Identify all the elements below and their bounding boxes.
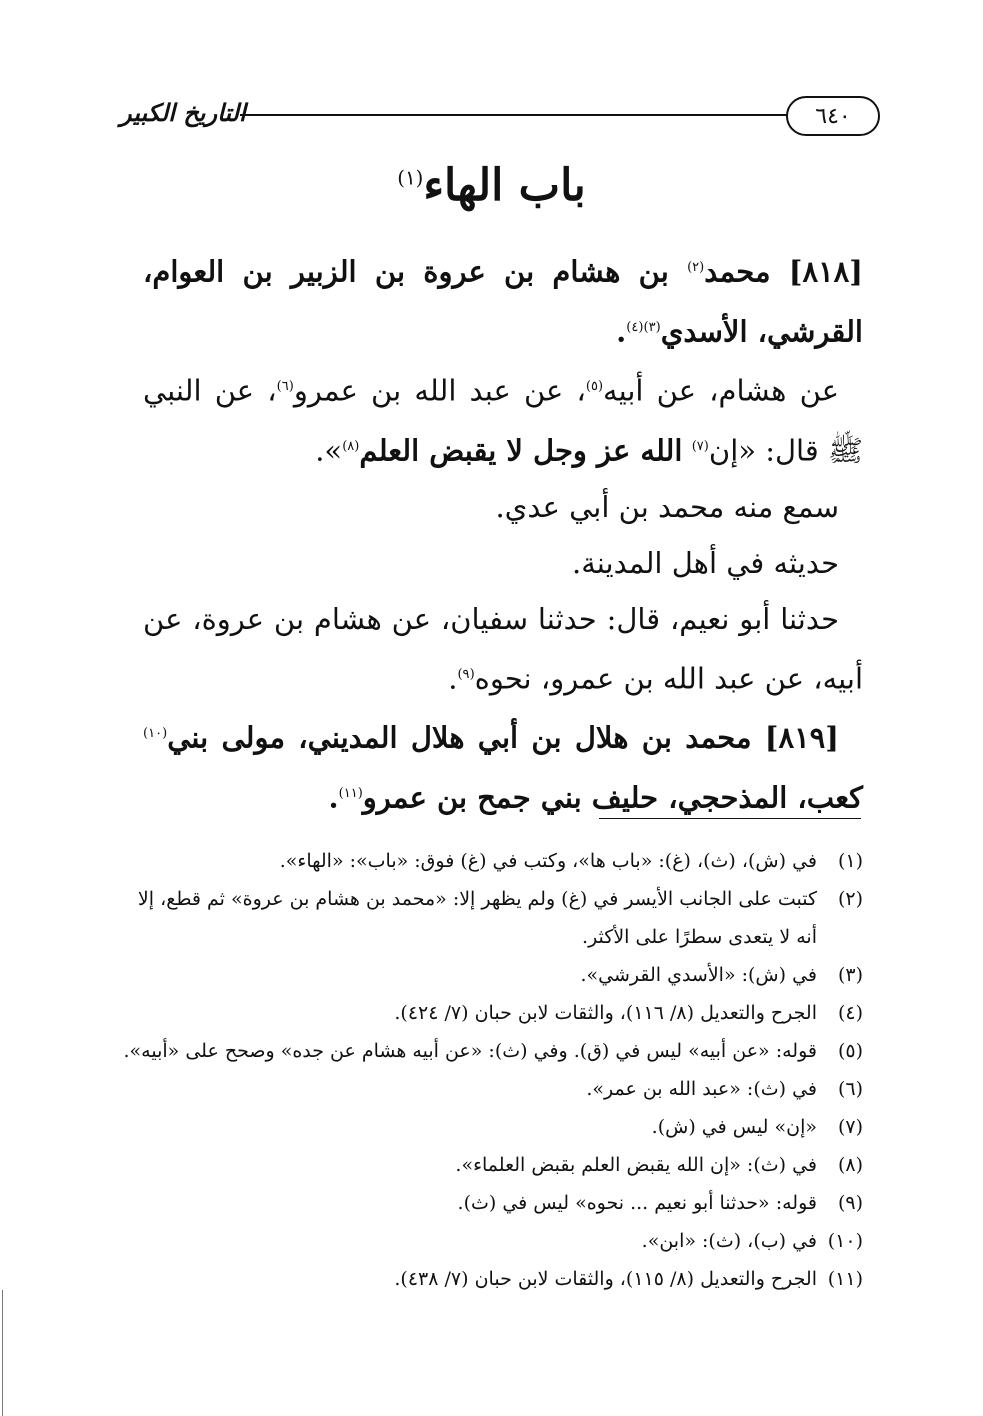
footnote-item: [123, 880, 863, 956]
text-run: ، عن النبي ﷺ قال: «إن: [143, 373, 863, 468]
footnote-ref: (٩): [457, 666, 475, 682]
footnote-ref: (١١): [338, 785, 363, 801]
footnote-item: [123, 1032, 863, 1070]
footnote-text: «إن» ليس في (ش).: [651, 1116, 817, 1138]
footnote-ref: (١): [397, 166, 424, 190]
footnote-separator: [599, 818, 861, 819]
footnote-number: (٤): [837, 1002, 863, 1024]
punctuation: ».: [315, 433, 343, 468]
footnote-item: [123, 1108, 863, 1146]
footnote-item: [123, 956, 863, 994]
footnote-ref: (٧): [691, 438, 709, 454]
footnote-item: [123, 1146, 863, 1184]
header-rule: [240, 114, 788, 116]
page-number-badge: [786, 96, 880, 136]
footnote-text: قوله: «حدثنا أبو نعيم ... نحوه» ليس في (ث).: [457, 1192, 817, 1214]
footnote-number: (١١): [827, 1268, 863, 1290]
footnote-ref: (٢): [687, 260, 705, 275]
footnote-text: الجرح والتعديل (٨/ ١١٥)، والثقات لابن حبان (٧/ ٤٣٨).: [394, 1268, 817, 1290]
entry-name: محمد: [704, 254, 771, 289]
footnote-text: في (ث): «عبد الله بن عمر».: [586, 1078, 817, 1100]
scan-edge-line: [2, 1290, 3, 1416]
footnote-ref: (١٠): [143, 726, 168, 742]
footnote-item: [123, 994, 863, 1032]
entry-lineage: بن هشام بن عروة بن الزبير بن العوام، القرشي، الأسدي: [143, 254, 863, 349]
footnote-ref: (٣)(٤): [626, 319, 661, 335]
location-paragraph: حديثه في أهل المدينة.: [572, 545, 839, 580]
entry-number: [٨١٨]: [788, 254, 863, 289]
footnote-number: (٥): [837, 1040, 863, 1062]
footnote-number: (١): [837, 850, 863, 872]
footnote-text: كتبت على الجانب الأيسر في (غ) ولم يظهر إلا: «محمد بن هشام بن عروة» ثم قطع، إلا أنه لا يتعدى سطرًا على الأكثر.: [137, 888, 817, 948]
footnote-ref: (٥): [585, 379, 604, 395]
text-run: حدثنا أبو نعيم، قال: حدثنا سفيان، عن هشام بن عروة، عن أبيه، عن عبد الله بن عمرو، نحوه: [143, 601, 863, 696]
punctuation: .: [328, 780, 339, 815]
footnote-number: (٩): [837, 1192, 863, 1214]
text-run: عن هشام، عن أبيه: [603, 373, 839, 408]
footnote-number: (٧): [837, 1116, 863, 1138]
footnote-ref: (٨): [342, 438, 360, 454]
page-number: ٦٤٠: [815, 103, 851, 129]
footnote-text: قوله: «عن أبيه» ليس في (ق). وفي (ث): «عن أبيه هشام عن جده» وصحح على «أبيه».: [123, 1040, 817, 1062]
isnad-paragraph: [143, 591, 863, 707]
chapter-title-text: باب الهاء: [423, 160, 586, 211]
entry-818: [143, 240, 863, 359]
entry-name: محمد بن هلال بن أبي هلال المديني، مولى بني: [167, 720, 752, 755]
footnote-text: الجرح والتعديل (٨/ ١١٦)، والثقات لابن حبان (٧/ ٤٢٤).: [394, 1002, 817, 1024]
entry-819: [143, 706, 863, 825]
punctuation: .: [448, 661, 458, 696]
punctuation: .: [616, 314, 627, 349]
footnote-text: في (ب)، (ث): «ابن».: [641, 1230, 817, 1252]
text-run: ، عن عبد الله بن عمرو: [293, 373, 586, 408]
narrator-paragraph: سمع منه محمد بن أبي عدي.: [495, 489, 839, 524]
hadith-text: الله عز وجل لا يقبض العلم: [359, 433, 683, 468]
footnote-ref: (٦): [276, 379, 294, 395]
running-header: [120, 92, 880, 152]
footnote-number: (٣): [837, 964, 863, 986]
footnote-text: في (ش)، (ث)، (غ): «باب ها»، وكتب في (غ) فوق: «باب»: «الهاء».: [279, 850, 817, 872]
chapter-title: [0, 160, 983, 211]
footnote-text: في (ث): «إن الله يقبض العلم بقبض العلماء».: [455, 1154, 817, 1176]
footnote-item: [123, 1184, 863, 1222]
entry-lineage: كعب، المذحجي، حليف بني جمح بن عمرو: [362, 780, 863, 815]
footnote-number: (٦): [837, 1078, 863, 1100]
footnotes-list: [123, 842, 863, 1298]
footnote-text: في (ش): «الأسدي القرشي».: [580, 964, 817, 986]
footnote-number: (٨): [837, 1154, 863, 1176]
entry-number: [٨١٩]: [764, 720, 839, 755]
footnote-number: (٢): [837, 888, 863, 910]
hadith-paragraph: [143, 359, 863, 478]
footnote-item: [123, 1070, 863, 1108]
footnote-number: (١٠): [827, 1230, 863, 1252]
main-text: [143, 240, 863, 826]
footnote-item: [123, 842, 863, 880]
footnote-item: [123, 1260, 863, 1298]
book-title: التاريخ الكبير: [120, 98, 246, 127]
footnote-item: [123, 1222, 863, 1260]
